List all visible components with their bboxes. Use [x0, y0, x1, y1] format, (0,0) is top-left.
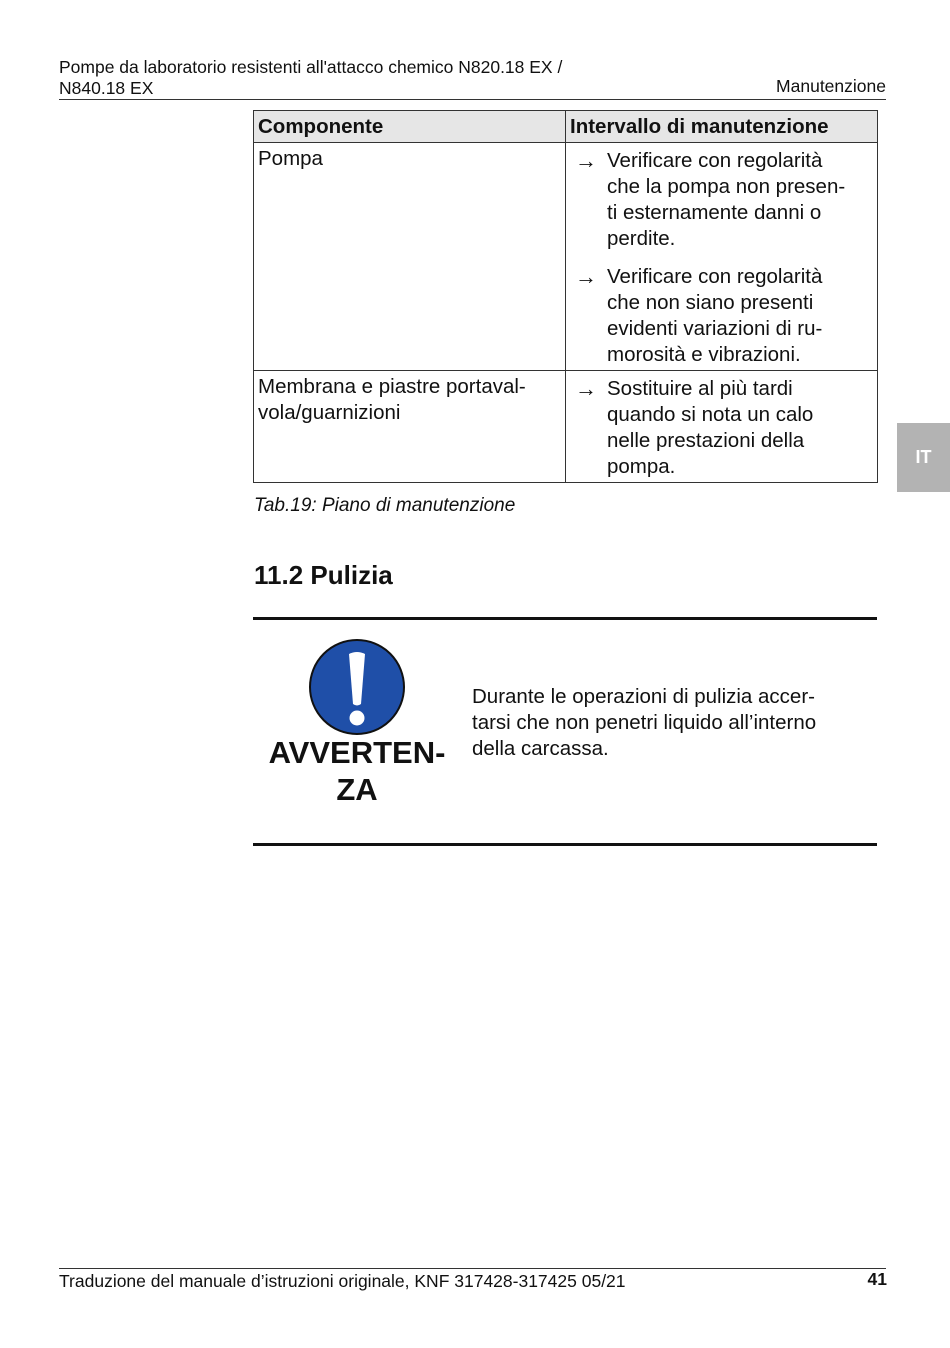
step-text-line: che non siano presenti: [607, 291, 814, 314]
exclamation-mandatory-icon: [308, 638, 406, 736]
warning-message: [472, 684, 862, 762]
header-divider: [59, 99, 886, 100]
list-item: [570, 143, 873, 252]
step-text-line: Verificare con regolarità: [607, 265, 823, 288]
arrow-right-icon: →: [575, 264, 597, 289]
running-header-section: Manutenzione: [776, 76, 886, 96]
footer-divider: [59, 1268, 886, 1269]
footer-text: Traduzione del manuale d’istruzioni originale, KNF 317428-317425 05/21: [59, 1271, 626, 1291]
signal-word-line1: AVVERTEN-: [268, 735, 446, 770]
warning-bottom-rule: [253, 843, 877, 846]
step-text-line: ti esternamente danni o: [607, 201, 822, 224]
warning-text-line: Durante le operazioni di pulizia accer-: [472, 685, 815, 708]
component-text-line: Membrana e piastre portaval-: [258, 375, 526, 398]
step-text-line: perdite.: [607, 227, 676, 250]
interval-cell: [566, 371, 878, 483]
running-header-title: [59, 57, 619, 99]
column-header-component: Componente: [254, 111, 566, 143]
step-text-line: nelle prestazioni della: [607, 429, 805, 452]
signal-word-line2: ZA: [336, 772, 378, 807]
component-cell: Pompa: [254, 143, 566, 371]
step-text-line: evidenti variazioni di ru-: [607, 317, 823, 340]
list-item: [570, 252, 873, 370]
maintenance-table: [253, 110, 878, 483]
interval-cell: [566, 143, 878, 371]
step-text-line: pompa.: [607, 455, 676, 478]
table-row: [254, 143, 878, 371]
language-tab[interactable]: IT: [897, 423, 950, 492]
section-heading: 11.2 Pulizia: [254, 560, 393, 590]
table-row: [254, 371, 878, 483]
table-header-row: [254, 111, 878, 143]
warning-top-rule: [253, 617, 877, 620]
step-text-line: morosità e vibrazioni.: [607, 343, 801, 366]
step-text-line: Verificare con regolarità: [607, 149, 823, 172]
warning-text-line: tarsi che non penetri liquido all’interno: [472, 711, 817, 734]
column-header-interval: Intervallo di manutenzione: [566, 111, 878, 143]
step-text-line: quando si nota un calo: [607, 403, 814, 426]
header-title-line1: Pompe da laboratorio resistenti all'attacco chemico N820.18 EX /: [59, 57, 563, 77]
table-caption: Tab.19: Piano di manutenzione: [254, 495, 516, 516]
arrow-right-icon: →: [575, 148, 597, 173]
step-text-line: Sostituire al più tardi: [607, 377, 793, 400]
warning-signal-word: [255, 734, 459, 808]
step-text-line: che la pompa non presen-: [607, 175, 846, 198]
header-title-line2: N840.18 EX: [59, 78, 154, 98]
component-text-line: vola/guarnizioni: [258, 401, 401, 424]
page-number: 41: [867, 1269, 887, 1289]
list-item: [570, 371, 873, 482]
warning-text-line: della carcassa.: [472, 737, 609, 760]
arrow-right-icon: →: [575, 376, 597, 401]
component-cell: [254, 371, 566, 483]
